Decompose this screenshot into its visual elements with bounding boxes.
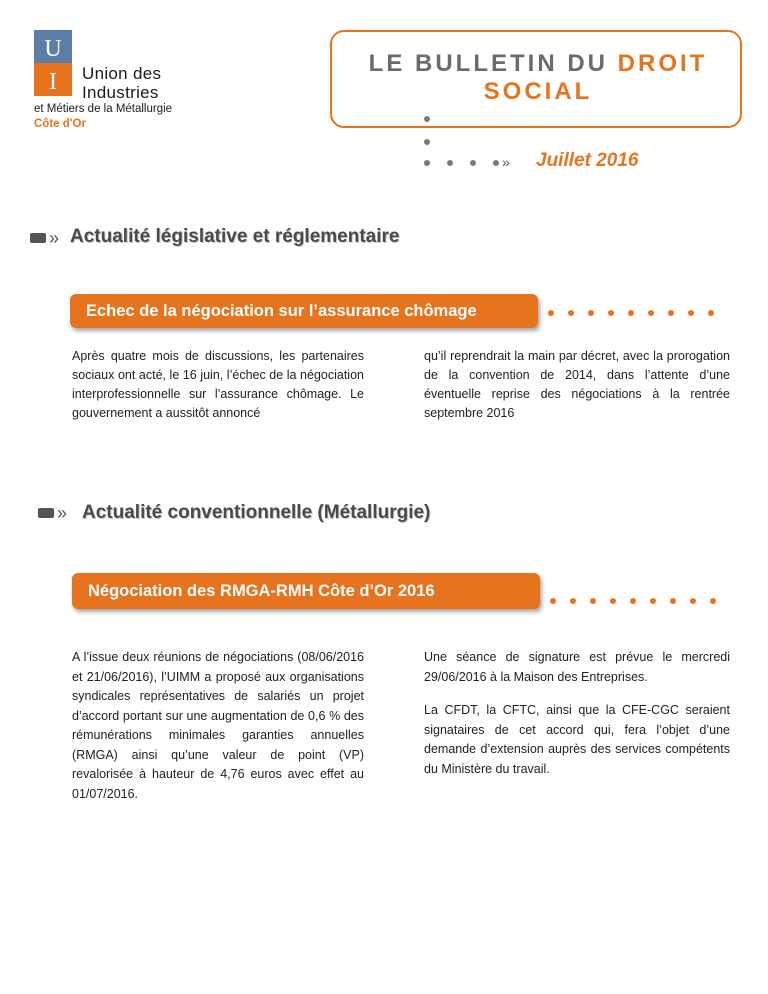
decor-dot <box>424 160 430 166</box>
logo-letter-i: I <box>49 69 57 95</box>
section-title-conventionnelle: Actualité conventionnelle (Métallurgie) <box>82 502 431 523</box>
section-bullet-icon <box>30 233 46 243</box>
title-accent1: DROIT <box>617 50 708 77</box>
logo-line2: Industries <box>82 83 159 102</box>
logo-letter-u: U <box>44 36 62 62</box>
decor-dot <box>548 310 554 316</box>
decor-dot <box>630 598 636 604</box>
decor-dot <box>447 160 453 166</box>
paragraph-col2a: Une séance de signature est prévue le mercredi 29/06/2016 à la Maison des Entreprises. <box>424 650 730 684</box>
logo-mark <box>34 30 72 96</box>
orange-dot-row <box>548 310 728 318</box>
decor-dot <box>590 598 596 604</box>
bulletin-title <box>332 50 744 106</box>
decor-dot <box>424 139 430 145</box>
decor-dot <box>708 310 714 316</box>
uimm-logo <box>34 30 194 140</box>
logo-line1: Union des <box>82 64 162 83</box>
decor-dot <box>670 598 676 604</box>
title-accent2: SOCIAL <box>483 78 593 105</box>
topic-banner-assurance-chomage: Echec de la négociation sur l’assurance chômage <box>70 294 538 328</box>
decor-dot <box>470 160 476 166</box>
paragraph-col2b: La CFDT, la CFTC, ainsi que la CFE-CGC seraient signataires de cet accord qui, fera l’objet d’une demande d’extension auprès des services compétents du Ministère du travail. <box>424 703 730 776</box>
paragraph-col1: Après quatre mois de discussions, les partenaires sociaux ont acté, le 16 juin, l’échec de la négociation interprofessionnelle sur l’assurance chômage. Le gouvernement a aussitôt annoncé <box>72 349 364 420</box>
section-bullet-icon <box>38 508 54 518</box>
section-title-legislative: Actualité législative et réglementaire <box>70 226 400 247</box>
decor-dot <box>650 598 656 604</box>
decor-dot <box>608 310 614 316</box>
decor-dot <box>550 598 556 604</box>
decor-dot <box>710 598 716 604</box>
chevron-right-icon: » <box>57 503 68 523</box>
decor-dot <box>690 598 696 604</box>
decor-dot <box>568 310 574 316</box>
title-part1: LE BULLETIN DU <box>368 50 618 77</box>
logo-line4: Côte d'Or <box>34 118 86 130</box>
chevron-right-icon: » <box>49 228 60 248</box>
logo-line3: et Métiers de la Métallurgie <box>34 103 173 115</box>
decor-dot <box>588 310 594 316</box>
orange-dot-row <box>550 598 730 606</box>
chevron-right-icon: » <box>502 154 510 170</box>
topic-banner-rmga: Négociation des RMGA-RMH Côte d’Or 2016 <box>72 573 540 609</box>
decor-dot <box>688 310 694 316</box>
bulletin-title-box <box>330 30 742 128</box>
decor-dot <box>493 160 499 166</box>
decor-dot <box>628 310 634 316</box>
decor-dot <box>648 310 654 316</box>
paragraph-col1: A l’issue deux réunions de négociations (08/06/2016 et 21/06/2016), l’UIMM a proposé aux organisations syndicales représentatives de salariés un projet d’accord portant sur une augmentation de 0,6 % des rémunérations minimales garanties annuelles (RMGA) ainsi qu’une valeur de point (VP) revalorisée à hauteur de 4,76 euros avec effet au 01/07/2016. <box>72 650 364 801</box>
decor-dot <box>610 598 616 604</box>
decor-dot <box>570 598 576 604</box>
decor-dot <box>424 116 430 122</box>
paragraph-col2: qu’il reprendrait la main par décret, avec la prorogation de la convention de 2014, dans l’attente d’une éventuelle reprise des négociations à la rentrée septembre 2016 <box>424 349 730 420</box>
bulletin-date: Juillet 2016 <box>536 150 639 171</box>
decor-dot <box>668 310 674 316</box>
